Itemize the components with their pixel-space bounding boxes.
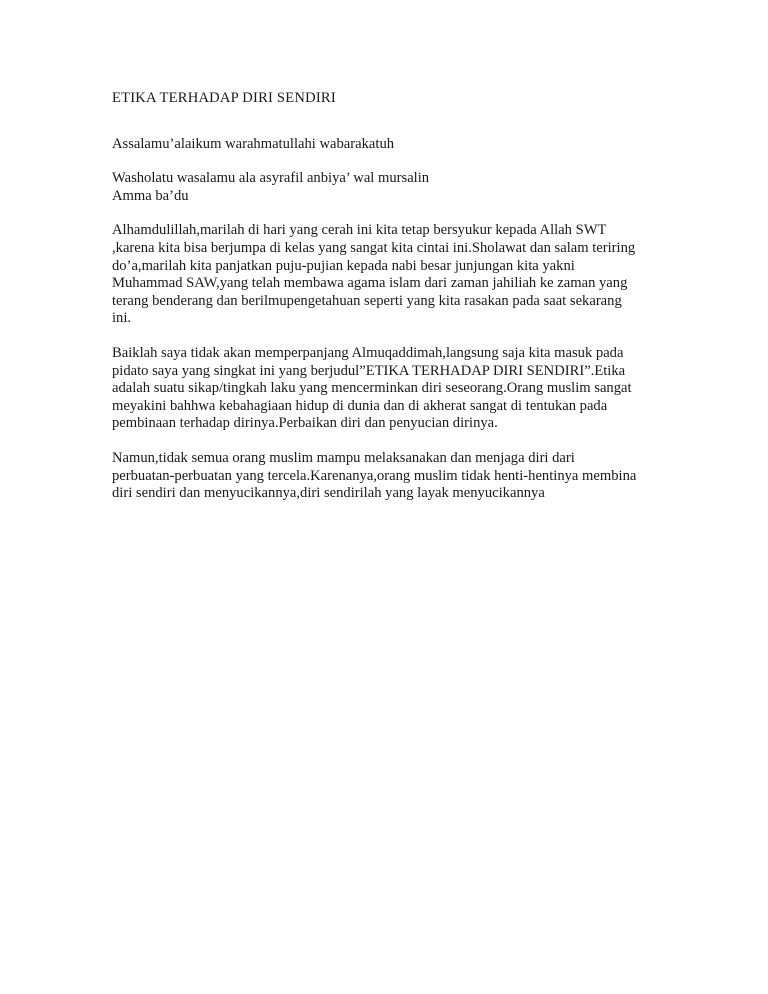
text-line: Washolatu wasalamu ala asyrafil anbiya’ wal mursalin bbox=[112, 170, 430, 187]
text-line: ,karena kita bisa berjumpa di kelas yang sangat kita cintai ini.Sholawat dan salam teriring bbox=[112, 239, 636, 256]
text-line: Alhamdulillah,marilah di hari yang cerah ini kita tetap bersyukur kepada Allah SWT bbox=[112, 222, 607, 239]
paragraph-body bbox=[112, 450, 672, 503]
text-line: diri sendiri dan menyucikannya,diri sendirilah yang layak menyucikannya bbox=[112, 485, 545, 502]
document-title: ETIKA TERHADAP DIRI SENDIRI bbox=[112, 90, 336, 106]
text-line: Muhammad SAW,yang telah membawa agama islam dari zaman jahiliah ke zaman yang bbox=[112, 275, 628, 292]
text-line: pidato saya yang singkat ini yang berjudul”ETIKA TERHADAP DIRI SENDIRI”.Etika bbox=[112, 362, 626, 379]
text-line: Baiklah saya tidak akan memperpanjang Almuqaddimah,langsung saja kita masuk pada bbox=[112, 344, 624, 361]
text-line: pembinaan terhadap dirinya.Perbaikan diri dan penyucian dirinya. bbox=[112, 415, 498, 432]
text-line: adalah suatu sikap/tingkah laku yang mencerminkan diri seseorang.Orang muslim sangat bbox=[112, 380, 632, 397]
paragraph-greeting bbox=[112, 136, 672, 154]
text-line: Namun,tidak semua orang muslim mampu melaksanakan dan menjaga diri dari bbox=[112, 449, 575, 466]
text-line: Assalamu’alaikum warahmatullahi wabarakatuh bbox=[112, 135, 395, 152]
document-body bbox=[112, 90, 672, 520]
paragraph-opening bbox=[112, 222, 672, 328]
paragraph-salutation bbox=[112, 170, 672, 205]
text-line: terang benderang dan berilmupengetahuan seperti yang kita rasakan pada saat sekarang bbox=[112, 292, 622, 309]
text-line: do’a,marilah kita panjatkan puju-pujian kepada nabi besar junjungan kita yakni bbox=[112, 257, 575, 274]
text-line: ini. bbox=[112, 310, 132, 327]
text-line: Amma ba’du bbox=[112, 187, 189, 204]
text-line: meyakini bahhwa kebahagiaan hidup di dunia dan di akherat sangat di tentukan pada bbox=[112, 397, 608, 414]
text-line: perbuatan-perbuatan yang tercela.Karenanya,orang muslim tidak henti-hentinya membina bbox=[112, 467, 637, 484]
paragraph-introduction bbox=[112, 345, 672, 433]
